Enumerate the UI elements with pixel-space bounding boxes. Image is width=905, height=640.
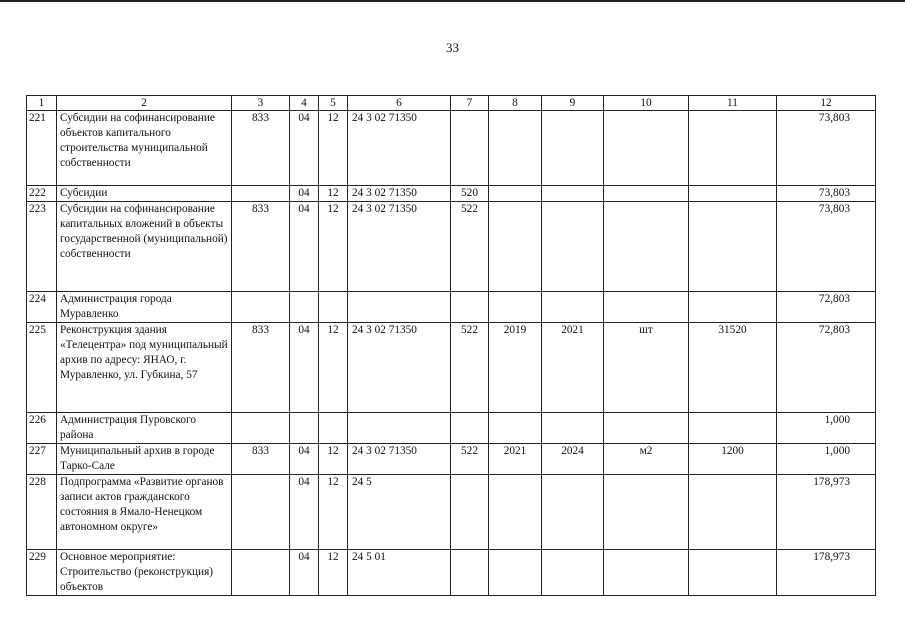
cell-col-6 <box>348 413 451 444</box>
table-row <box>27 323 876 413</box>
column-header: 1 <box>27 96 57 111</box>
cell-col-6: 24 3 02 71350 <box>348 202 451 292</box>
cell-col-3 <box>232 186 290 202</box>
cell-col-7 <box>451 550 489 596</box>
cell-col-9 <box>542 550 604 596</box>
cell-col-5: 12 <box>319 111 348 186</box>
cell-col-7 <box>451 475 489 550</box>
cell-col-10 <box>604 186 689 202</box>
cell-col-4: 04 <box>290 186 319 202</box>
cell-col-3 <box>232 550 290 596</box>
cell-col-9 <box>542 292 604 323</box>
table-row <box>27 111 876 186</box>
budget-table <box>26 95 876 596</box>
cell-col-8: 2019 <box>489 323 542 413</box>
cell-col-6: 24 5 01 <box>348 550 451 596</box>
cell-col-7: 522 <box>451 323 489 413</box>
cell-col-4: 04 <box>290 202 319 292</box>
cell-col-5 <box>319 413 348 444</box>
column-header: 2 <box>57 96 232 111</box>
cell-col-8 <box>489 111 542 186</box>
cell-col-7 <box>451 292 489 323</box>
row-name: Администрация города Муравленко <box>57 292 232 323</box>
cell-col-10 <box>604 202 689 292</box>
cell-col-6: 24 3 02 71350 <box>348 323 451 413</box>
cell-col-7: 522 <box>451 444 489 475</box>
cell-col-8 <box>489 186 542 202</box>
table-row <box>27 413 876 444</box>
cell-col-8 <box>489 202 542 292</box>
cell-col-12: 73,803 <box>777 111 876 186</box>
cell-col-11 <box>689 292 777 323</box>
cell-col-3: 833 <box>232 444 290 475</box>
cell-col-10: шт <box>604 323 689 413</box>
row-number: 222 <box>27 186 57 202</box>
cell-col-3 <box>232 475 290 550</box>
table-row <box>27 292 876 323</box>
cell-col-11 <box>689 186 777 202</box>
column-header: 11 <box>689 96 777 111</box>
cell-col-6: 24 3 02 71350 <box>348 186 451 202</box>
cell-col-5: 12 <box>319 475 348 550</box>
column-header: 8 <box>489 96 542 111</box>
cell-col-9 <box>542 202 604 292</box>
row-number: 229 <box>27 550 57 596</box>
cell-col-11 <box>689 413 777 444</box>
cell-col-11 <box>689 111 777 186</box>
cell-col-3: 833 <box>232 111 290 186</box>
cell-col-9 <box>542 111 604 186</box>
table-row <box>27 444 876 475</box>
cell-col-8 <box>489 292 542 323</box>
row-number: 228 <box>27 475 57 550</box>
row-number: 223 <box>27 202 57 292</box>
cell-col-9: 2021 <box>542 323 604 413</box>
cell-col-5: 12 <box>319 550 348 596</box>
cell-col-10 <box>604 550 689 596</box>
cell-col-5: 12 <box>319 202 348 292</box>
cell-col-11 <box>689 550 777 596</box>
cell-col-7 <box>451 111 489 186</box>
row-name: Субсидии на софинансирование объектов капитального строительства муниципальной собственности <box>57 111 232 186</box>
cell-col-10 <box>604 111 689 186</box>
cell-col-4: 04 <box>290 475 319 550</box>
cell-col-6: 24 3 02 71350 <box>348 111 451 186</box>
column-header: 12 <box>777 96 876 111</box>
page-top-edge <box>0 0 905 2</box>
cell-col-12: 178,973 <box>777 550 876 596</box>
cell-col-5 <box>319 292 348 323</box>
cell-col-3: 833 <box>232 202 290 292</box>
column-header: 6 <box>348 96 451 111</box>
table-header-row <box>27 96 876 111</box>
cell-col-12: 73,803 <box>777 186 876 202</box>
row-number: 225 <box>27 323 57 413</box>
row-name: Подпрограмма «Развитие органов записи актов гражданского состояния в Ямало-Ненецком автономном округе» <box>57 475 232 550</box>
row-name: Основное мероприятие: Строительство (реконструкция) объектов <box>57 550 232 596</box>
cell-col-9 <box>542 413 604 444</box>
cell-col-11 <box>689 202 777 292</box>
column-header: 4 <box>290 96 319 111</box>
table-row <box>27 550 876 596</box>
cell-col-8: 2021 <box>489 444 542 475</box>
cell-col-11: 1200 <box>689 444 777 475</box>
row-name: Муниципальный архив в городе Тарко-Сале <box>57 444 232 475</box>
column-header: 7 <box>451 96 489 111</box>
cell-col-5: 12 <box>319 323 348 413</box>
cell-col-6 <box>348 292 451 323</box>
row-name: Администрация Пуровского района <box>57 413 232 444</box>
cell-col-10 <box>604 292 689 323</box>
cell-col-12: 178,973 <box>777 475 876 550</box>
cell-col-12: 72,803 <box>777 292 876 323</box>
column-header: 10 <box>604 96 689 111</box>
cell-col-5: 12 <box>319 444 348 475</box>
cell-col-12: 1,000 <box>777 444 876 475</box>
cell-col-6: 24 5 <box>348 475 451 550</box>
cell-col-7: 522 <box>451 202 489 292</box>
cell-col-4: 04 <box>290 323 319 413</box>
cell-col-9 <box>542 186 604 202</box>
table-row <box>27 186 876 202</box>
table-row <box>27 475 876 550</box>
row-number: 224 <box>27 292 57 323</box>
cell-col-3 <box>232 413 290 444</box>
table-row <box>27 202 876 292</box>
column-header: 5 <box>319 96 348 111</box>
page-number: 33 <box>446 40 459 55</box>
cell-col-3 <box>232 292 290 323</box>
cell-col-10: м2 <box>604 444 689 475</box>
cell-col-3: 833 <box>232 323 290 413</box>
cell-col-4: 04 <box>290 444 319 475</box>
cell-col-9: 2024 <box>542 444 604 475</box>
cell-col-4: 04 <box>290 111 319 186</box>
cell-col-12: 72,803 <box>777 323 876 413</box>
cell-col-5: 12 <box>319 186 348 202</box>
cell-col-6: 24 3 02 71350 <box>348 444 451 475</box>
row-number: 227 <box>27 444 57 475</box>
cell-col-7 <box>451 413 489 444</box>
cell-col-8 <box>489 413 542 444</box>
row-number: 221 <box>27 111 57 186</box>
cell-col-8 <box>489 475 542 550</box>
cell-col-10 <box>604 475 689 550</box>
cell-col-12: 1,000 <box>777 413 876 444</box>
cell-col-4 <box>290 292 319 323</box>
cell-col-4: 04 <box>290 550 319 596</box>
cell-col-7: 520 <box>451 186 489 202</box>
cell-col-12: 73,803 <box>777 202 876 292</box>
row-name: Субсидии на софинансирование капитальных вложений в объекты государственной (муниципальной) собственности <box>57 202 232 292</box>
cell-col-4 <box>290 413 319 444</box>
cell-col-9 <box>542 475 604 550</box>
column-header: 9 <box>542 96 604 111</box>
column-header: 3 <box>232 96 290 111</box>
cell-col-11 <box>689 475 777 550</box>
cell-col-11: 31520 <box>689 323 777 413</box>
cell-col-8 <box>489 550 542 596</box>
row-name: Реконструкция здания «Телецентра» под муниципальный архив по адресу: ЯНАО, г. Муравленко, ул. Губкина, 57 <box>57 323 232 413</box>
row-number: 226 <box>27 413 57 444</box>
cell-col-10 <box>604 413 689 444</box>
row-name: Субсидии <box>57 186 232 202</box>
